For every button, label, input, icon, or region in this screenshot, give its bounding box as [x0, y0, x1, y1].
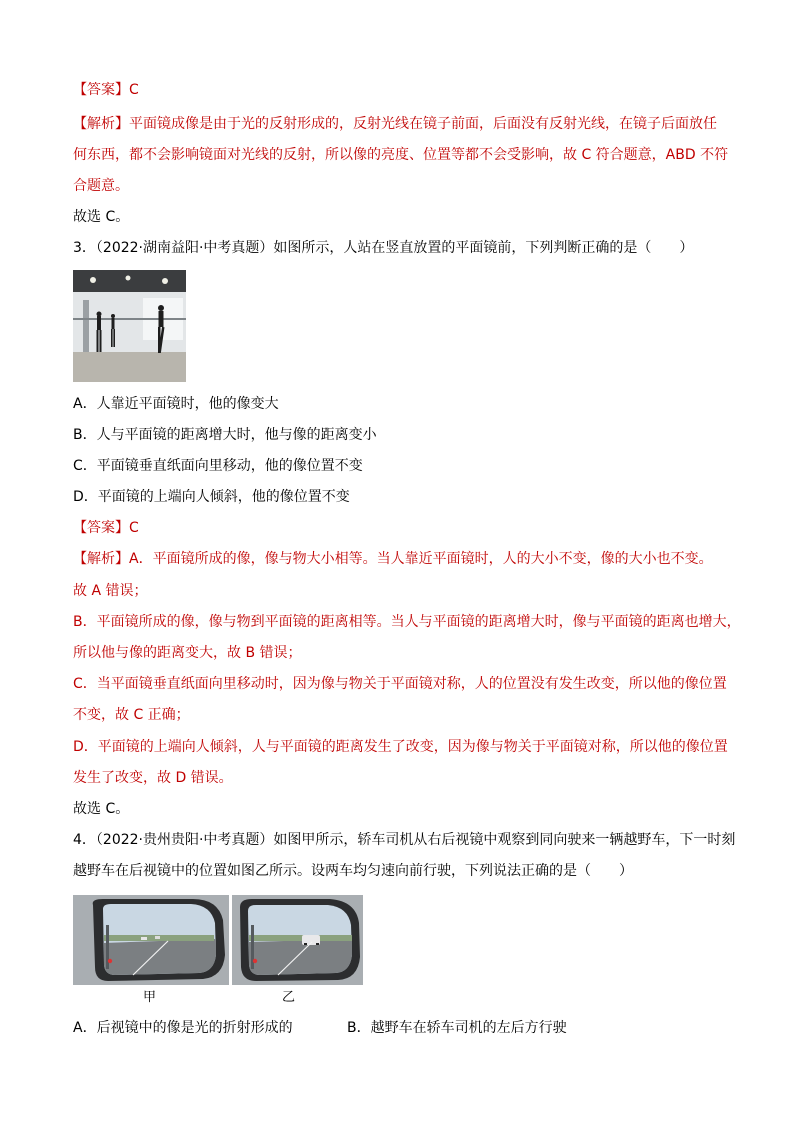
- analysis-tag: 【解析】: [73, 551, 129, 567]
- analysis-text: 平面镜成像是由于光的反射形成的，反射光线在镜子前面，后面没有反射光线，在镜子后面放任: [129, 116, 717, 132]
- q3-option-a: A．人靠近平面镜时，他的像变大: [73, 396, 279, 412]
- q3-answer: [73, 518, 139, 538]
- q3-option-b: B．人与平面镜的距离增大时，他与像的距离变小: [73, 427, 377, 443]
- q2-analysis-line-2: 何东西，都不会影响镜面对光线的反射，所以像的亮度、位置等都不会受影响，故 C 符合题意，ABD 不符: [73, 147, 729, 163]
- answer-value: C: [129, 82, 139, 98]
- figure-caption-yi: 乙: [282, 990, 296, 1005]
- q2-conclusion: 故选 C。: [73, 209, 130, 225]
- q2-analysis-line-1: [73, 114, 717, 134]
- q3-analysis-line-4: 所以他与像的距离变大，故 B 错误；: [73, 645, 302, 661]
- q2-analysis-line-3: 合题意。: [73, 178, 129, 194]
- answer-tag: 【答案】: [73, 82, 129, 98]
- dance-studio-image: [73, 270, 186, 382]
- answer-tag: 【答案】: [73, 520, 129, 536]
- side-mirror-image-right: [232, 895, 363, 985]
- q4-stem-line-2: 越野车在后视镜中的位置如图乙所示。设两车均匀速向前行驶，下列说法正确的是（ ）: [73, 863, 633, 879]
- q4-option-a: A．后视镜中的像是光的折射形成的: [73, 1020, 293, 1036]
- q3-analysis-line-1: [73, 549, 713, 569]
- q3-analysis-line-7: D．平面镜的上端向人倾斜，人与平面镜的距离发生了改变，因为像与物关于平面镜对称，所以他的像位置: [73, 739, 728, 755]
- q3-analysis-line-5: C．当平面镜垂直纸面向里移动时，因为像与物关于平面镜对称，人的位置没有发生改变，所以他的像位置: [73, 676, 727, 692]
- q3-analysis-line-3: B．平面镜所成的像，像与物到平面镜的距离相等。当人与平面镜的距离增大时，像与平面镜的距离也增大，: [73, 614, 741, 630]
- q4-mirror-photo-right: [232, 895, 363, 985]
- side-mirror-image-left: [73, 895, 229, 985]
- analysis-text: A．平面镜所成的像，像与物大小相等。当人靠近平面镜时，人的大小不变，像的大小也不变。: [129, 551, 713, 567]
- q2-answer: [73, 80, 139, 100]
- q3-dance-studio-photo: [73, 270, 186, 382]
- q3-analysis-line-8: 发生了改变，故 D 错误。: [73, 770, 233, 786]
- q3-option-c: C．平面镜垂直纸面向里移动，他的像位置不变: [73, 458, 363, 474]
- q4-mirror-photo-left: [73, 895, 229, 985]
- analysis-tag: 【解析】: [73, 116, 129, 132]
- q3-stem: 3．（2022·湖南益阳·中考真题）如图所示，人站在竖直放置的平面镜前，下列判断正确的是（ ）: [73, 240, 694, 256]
- q4-stem-line-1: 4．（2022·贵州贵阳·中考真题）如图甲所示，轿车司机从右后视镜中观察到同向驶来一辆越野车，下一时刻: [73, 832, 736, 848]
- figure-caption-jia: 甲: [143, 990, 157, 1005]
- q4-option-b: B．越野车在轿车司机的左后方行驶: [347, 1020, 567, 1036]
- q3-analysis-line-6: 不变，故 C 正确；: [73, 707, 190, 723]
- q3-option-d: D．平面镜的上端向人倾斜，他的像位置不变: [73, 489, 350, 505]
- q3-conclusion: 故选 C。: [73, 801, 130, 817]
- answer-value: C: [129, 520, 139, 536]
- q3-analysis-line-2: 故 A 错误；: [73, 583, 148, 599]
